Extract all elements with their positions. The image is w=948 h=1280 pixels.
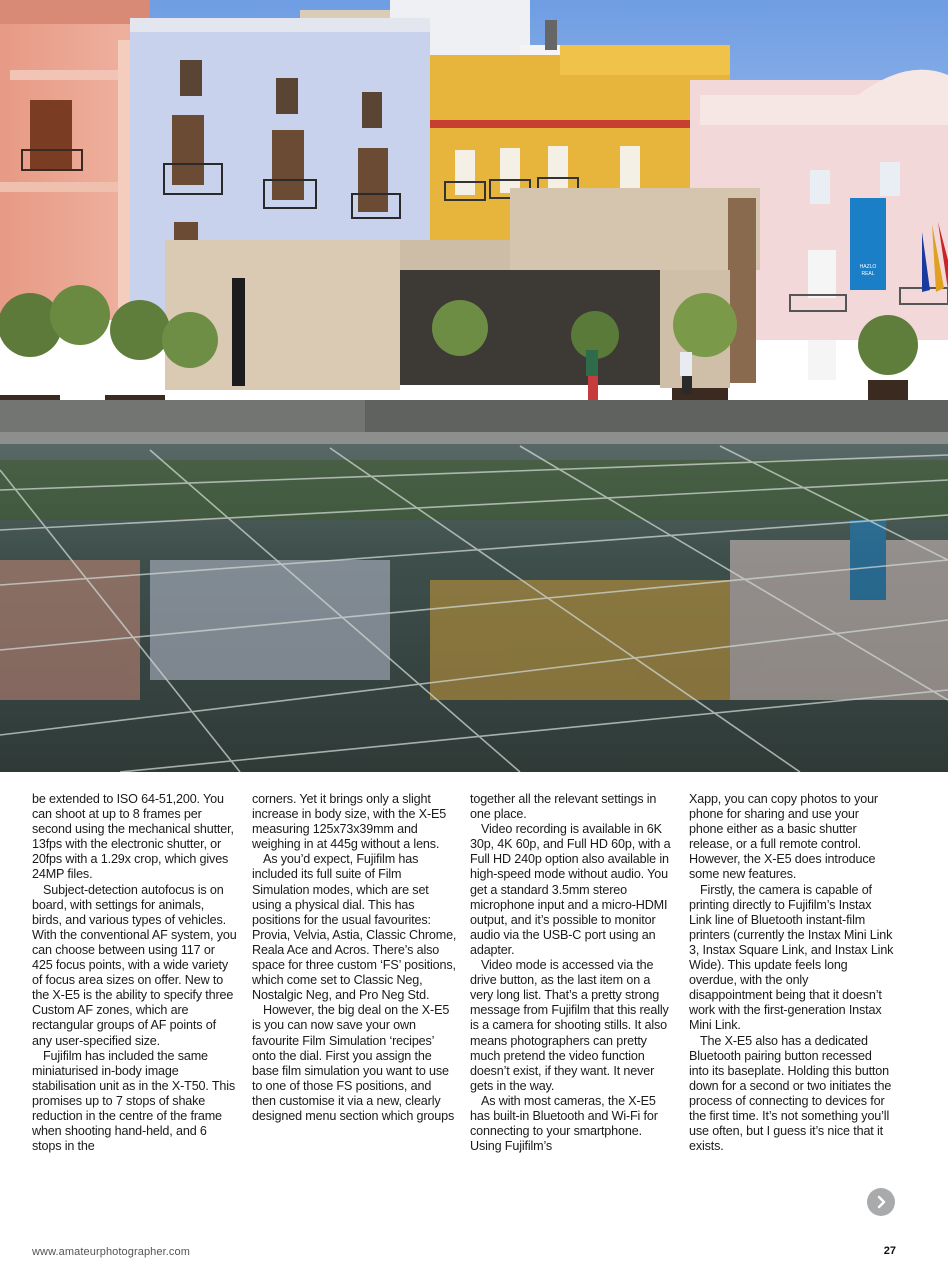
article-column-3	[470, 792, 675, 1154]
paragraph: The X-E5 also has a dedicated Bluetooth pairing button recessed into its baseplate. Holding this button down for a second or two initiates the process of connecting to devices for the first time. It’s not something you’ll use often, but I guess it’s nice that it exists.	[689, 1033, 892, 1154]
paragraph: Fujifilm has included the same miniaturised in-body image stabilisation unit as in the X-T50. This promises up to 7 stops of shake reduction in the centre of the frame when shooting hand-held, and 6 stops in the	[32, 1048, 236, 1154]
paragraph: be extended to ISO 64-51,200. You can shoot at up to 8 frames per second using the mechanical shutter, 13fps with the electronic shutter, or 20fps with a 1.29x crop, which gives 24MP files.	[32, 792, 234, 882]
paragraph: corners. Yet it brings only a slight increase in body size, with the X-E5 measuring 125x73x39mm and weighing in at 445g without a lens.	[252, 792, 447, 852]
paragraph: Subject-detection autofocus is on board, with settings for animals, birds, and various types of vehicles. With the conventional AF system, you can choose between using 117 or 425 focus points, with a wide variety of focus area sizes on offer. New to the X-E5 is the ability to specify three Custom AF zones, which are rectangular groups of AF points of any user-specified size.	[32, 882, 237, 1048]
svg-text:REAL: REAL	[861, 271, 875, 277]
article-column-2	[252, 792, 457, 1124]
chevron-right-icon	[874, 1195, 888, 1209]
paragraph: Xapp, you can copy photos to your phone for sharing and use your phone either as a basic shutter release, or a full remote control. However, the X-E5 does introduce some new features.	[689, 792, 878, 882]
continue-arrow-button[interactable]	[867, 1188, 895, 1216]
paragraph: Video mode is accessed via the drive button, as the last item on a very long list. That’s a pretty strong message from Fujifilm that this really is a camera for shooting stills. It also means photographers can pretty much pretend the video function doesn’t exist, if they want. It never gets in the way.	[470, 958, 669, 1093]
article-column-1	[32, 792, 237, 1154]
article-column-4	[689, 792, 894, 1154]
article-body	[32, 792, 902, 1232]
svg-text:HAZLO: HAZLO	[859, 264, 877, 270]
footer-website-url[interactable]: www.amateurphotographer.com	[32, 1246, 191, 1258]
paragraph: Video recording is available in 6K 30p, 4K 60p, and Full HD 60p, with a Full HD 240p option also available in high-speed mode without audio. You get a standard 3.5mm stereo microphone input and a micro-HDMI output, and it’s possible to monitor audio via the USB-C port using an adapter.	[470, 822, 671, 957]
paragraph: Firstly, the camera is capable of printing directly to Fujifilm’s Instax Link line of Bluetooth instant-film printers (currently the Instax Mini Link 3, Instax Square Link, and Instax Link Wide). This update feels long overdue, with the only disappointment being that it doesn’t work with the first-generation Instax Mini Link.	[689, 882, 894, 1033]
paragraph: However, the big deal on the X-E5 is you can now save your own favourite Film Simulation ‘recipes’ onto the dial. First you assign the base film simulation you want to use to one of those FS positions, and then customise it via a new, clearly designed menu section which groups	[252, 1003, 455, 1123]
page-number: 27	[883, 1245, 896, 1257]
paragraph: together all the relevant settings in one place.	[470, 792, 657, 822]
paragraph: As with most cameras, the X-E5 has built-in Bluetooth and Wi-Fi for connecting to your smartphone. Using Fujifilm’s	[470, 1093, 658, 1154]
paragraph: As you’d expect, Fujifilm has included its full suite of Film Simulation modes, which are set using a physical dial. This has positions for the usual favourites: Provia, Velvia, Astia, Classic Chrome, Reala Ace and Acros. There’s also space for three custom ‘FS’ positions, which come set to Classic Neg, Nostalgic Neg, and Pro Neg Std.	[252, 852, 457, 1003]
pink-building-left	[0, 0, 150, 320]
